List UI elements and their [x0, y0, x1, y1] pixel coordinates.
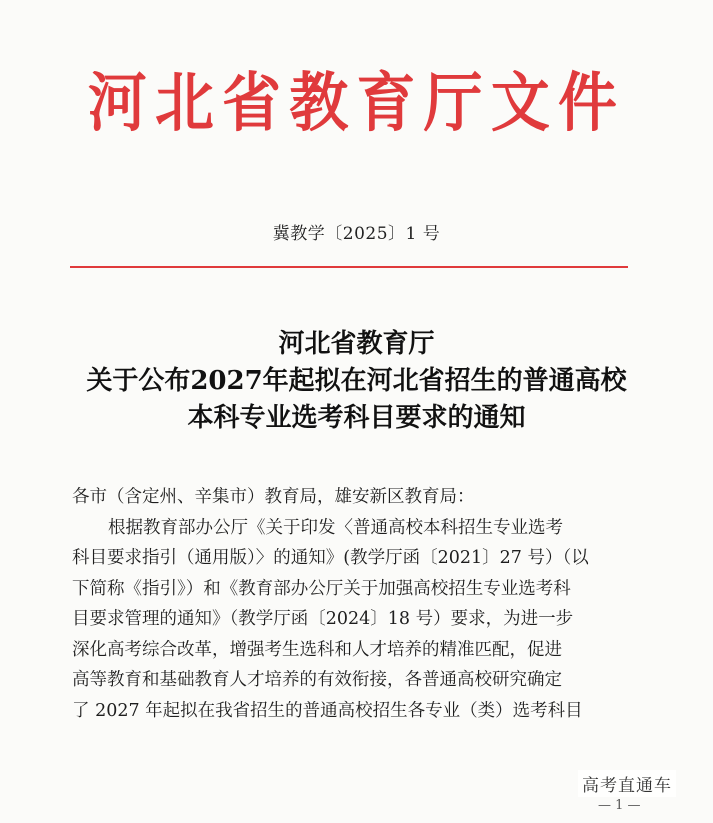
paragraph-line: 了 2027 年起拟在我省招生的普通高校招生各专业（类）选考科目 — [72, 700, 583, 721]
title-line-2: 关于公布2027年起拟在河北省招生的普通高校 — [86, 366, 627, 396]
paragraph-line: 根据教育部办公厅《关于印发〈普通高校本科招生专业选考 — [108, 517, 563, 538]
paragraph-line: 下简称《指引》）和《教育部办公厅关于加强高校招生专业选考科 — [72, 578, 571, 599]
page-number: — 1 — — [598, 798, 641, 813]
paragraph-line: 深化高考综合改革，增强考生选科和人才培养的精准匹配，促进 — [72, 639, 562, 660]
paragraph-line: 高等教育和基础教育人才培养的有效衔接，各普通高校研究确定 — [72, 670, 562, 690]
paragraph-line: 目要求管理的通知》（教学厅函〔2024〕18 号）要求，为进一步 — [72, 609, 574, 629]
paragraph-line: 科目要求指引（通用版）〉的通知》(教学厅函〔2021〕27 号）（以 — [72, 548, 589, 568]
source-watermark: 高考直通车 — [578, 770, 676, 797]
red-divider-line — [70, 266, 628, 268]
document-number: 冀教学〔2025〕1 号 — [272, 224, 441, 244]
title-line-1: 河北省教育厅 — [278, 329, 435, 359]
salutation-line: 各市（含定州、辛集市）教育局，雄安新区教育局： — [72, 487, 475, 507]
title-line-3: 本科专业选考科目要求的通知 — [187, 403, 526, 433]
agency-header-title: 河北省教育厅文件 — [87, 67, 626, 141]
notice-body — [72, 482, 642, 726]
notice-title — [0, 326, 713, 437]
